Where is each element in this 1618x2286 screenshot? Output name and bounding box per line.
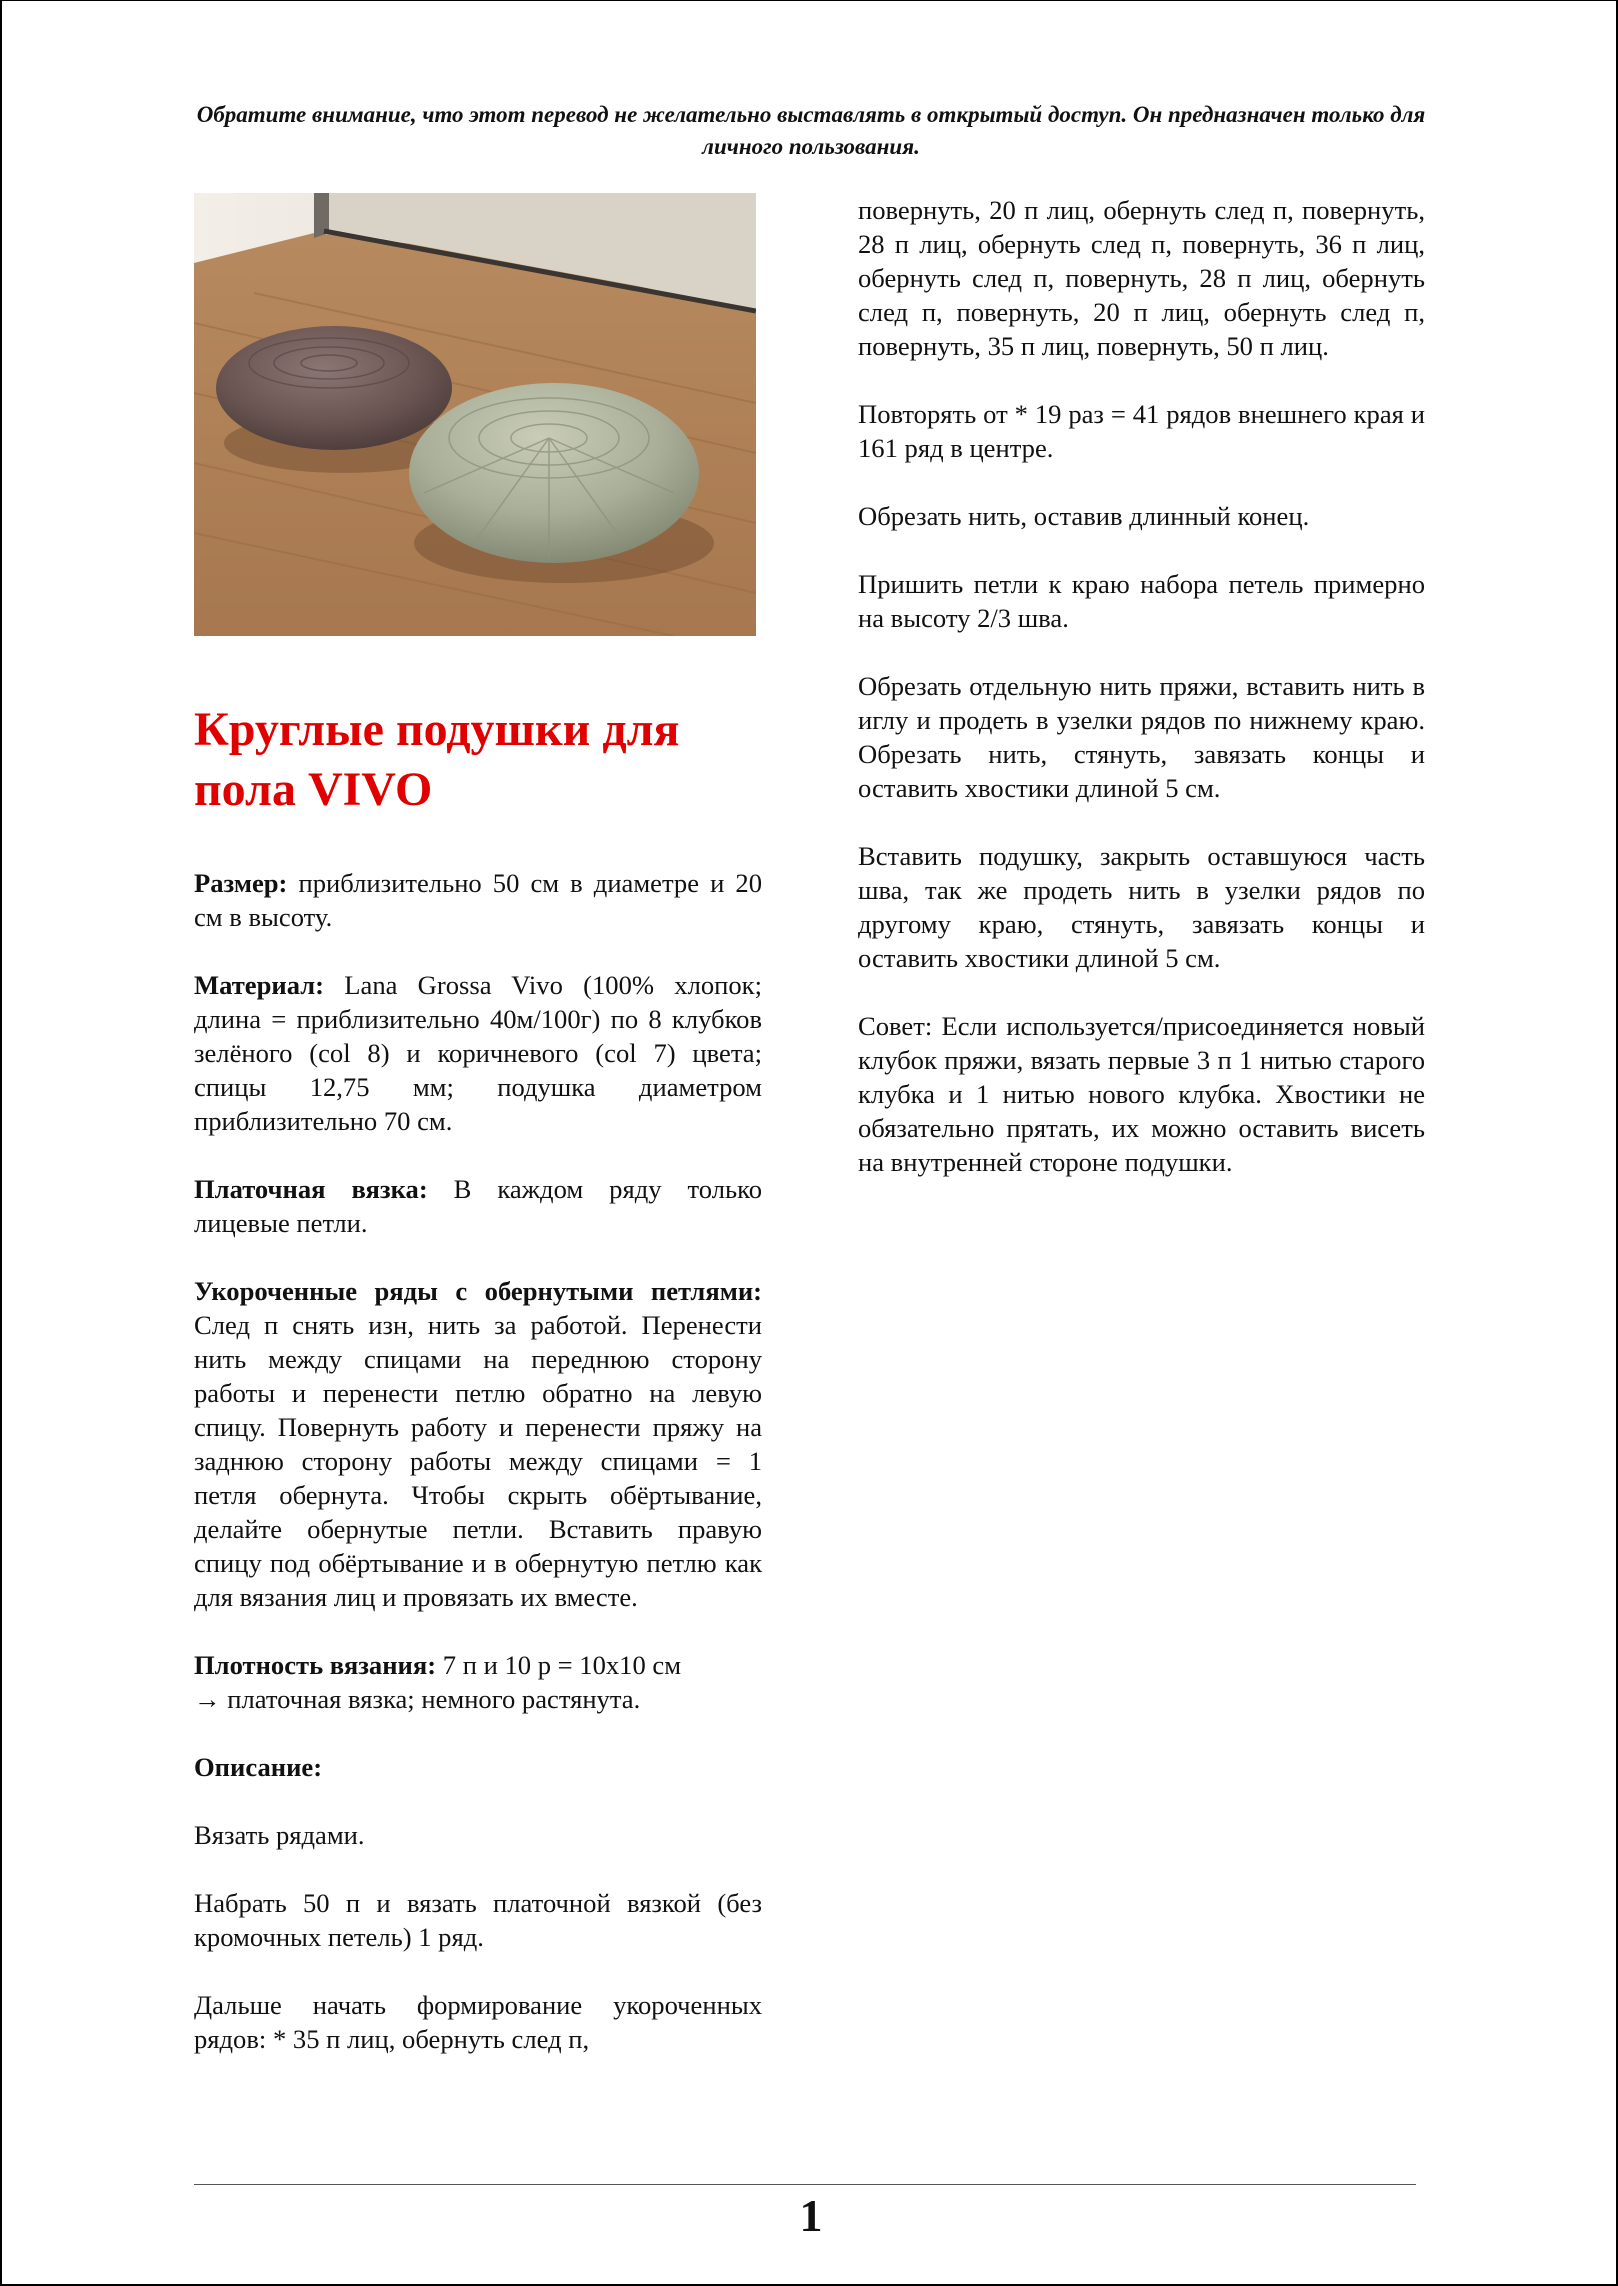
material-label: Материал:	[194, 970, 324, 1000]
cushions-photo	[194, 193, 756, 636]
right-paragraph: Обрезать отдельную нить пряжи, вставить нить в иглу и продеть в узелки рядов по нижнему краю. Обрезать нить, стянуть, завязать концы и оставить хвостики длиной 5 см.	[858, 671, 1425, 803]
pattern-title: Круглые подушки для пола VIVO	[194, 703, 680, 816]
material-paragraph	[194, 968, 762, 1138]
material-text: Lana Grossa Vivo (100% хлопок; длина = приблизительно 40м/100г) по 8 клубков зелёного (col 8) и коричневого (col 7) цвета; спицы 12,75 мм; подушка диаметром приблизительно 70 см.	[194, 970, 762, 1136]
short-rows-paragraph	[194, 1274, 762, 1614]
right-paragraph: Совет: Если используется/присоединяется новый клубок пряжи, вязать первые 3 п 1 нитью старого клубка и 1 нитью нового клубка. Хвостики не обязательно прятать, их можно оставить висеть на внутренней стороне подушки.	[858, 1011, 1425, 1177]
right-column	[858, 193, 1425, 1213]
size-label: Размер:	[194, 868, 288, 898]
right-paragraph: Пришить петли к краю набора петель примерно на высоту 2/3 шва.	[858, 569, 1425, 633]
gauge-label: Плотность вязания:	[194, 1650, 437, 1680]
short-rows-text: След п снять изн, нить за работой. Перенести нить между спицами на переднюю сторону работы и перенести петлю обратно на левую спицу. Повернуть работу и перенести пряжу на заднюю сторону работы между спицами = 1 петля обернута. Чтобы скрыть обёртывание, делайте обернутые петли. Вставить правую спицу под обёртывание и в обернутую петлю как для вязания лиц и провязать их вместе.	[194, 1310, 762, 1612]
page-number: 1	[799, 2190, 823, 2241]
usage-notice: Обратите внимание, что этот перевод не желательно выставлять в открытый доступ. Он предназначен только для личного пользования.	[196, 102, 1426, 159]
gauge-text: 7 п и 10 р = 10x10 см	[442, 1650, 682, 1680]
gauge-paragraph	[194, 1648, 762, 1716]
left-column	[194, 700, 762, 2090]
garter-paragraph	[194, 1172, 762, 1240]
garter-label: Платочная вязка:	[194, 1174, 428, 1204]
size-text: приблизительно 50 см в диаметре и 20 см в высоту.	[194, 868, 762, 932]
right-paragraph: Вставить подушку, закрыть оставшуюся часть шва, так же продеть нить в узелки рядов по другому краю, стянуть, завязать концы и оставить хвостики длиной 5 см.	[858, 841, 1425, 973]
right-paragraph: Обрезать нить, оставив длинный конец.	[858, 501, 1310, 531]
left-paragraph: Дальше начать формирование укороченных рядов: * 35 п лиц, обернуть след п,	[194, 1990, 762, 2054]
short-rows-label: Укороченные ряды с обернутыми петлями:	[194, 1276, 762, 1306]
gauge-text-2: платочная вязка; немного растянута.	[227, 1684, 641, 1714]
size-paragraph	[194, 866, 762, 934]
right-paragraph: повернуть, 20 п лиц, обернуть след п, повернуть, 28 п лиц, обернуть след п, повернуть, 36 п лиц, обернуть след п, повернуть, 28 п лиц, обернуть след п, повернуть, 20 п лиц, обернуть след п, повернуть, 35 п лиц, повернуть, 50 п лиц.	[858, 195, 1425, 361]
arrow-right-icon: →	[194, 1684, 221, 1714]
left-paragraph: Набрать 50 п и вязать платочной вязкой (без кромочных петель) 1 ряд.	[194, 1888, 762, 1952]
garter-text: В каждом ряду только лицевые петли.	[194, 1174, 762, 1238]
right-paragraph: Повторять от * 19 раз = 41 рядов внешнего края и 161 ряд в центре.	[858, 399, 1425, 463]
left-paragraph: Вязать рядами.	[194, 1820, 365, 1850]
footer-divider	[194, 2184, 1416, 2185]
description-heading: Описание:	[194, 1752, 323, 1782]
